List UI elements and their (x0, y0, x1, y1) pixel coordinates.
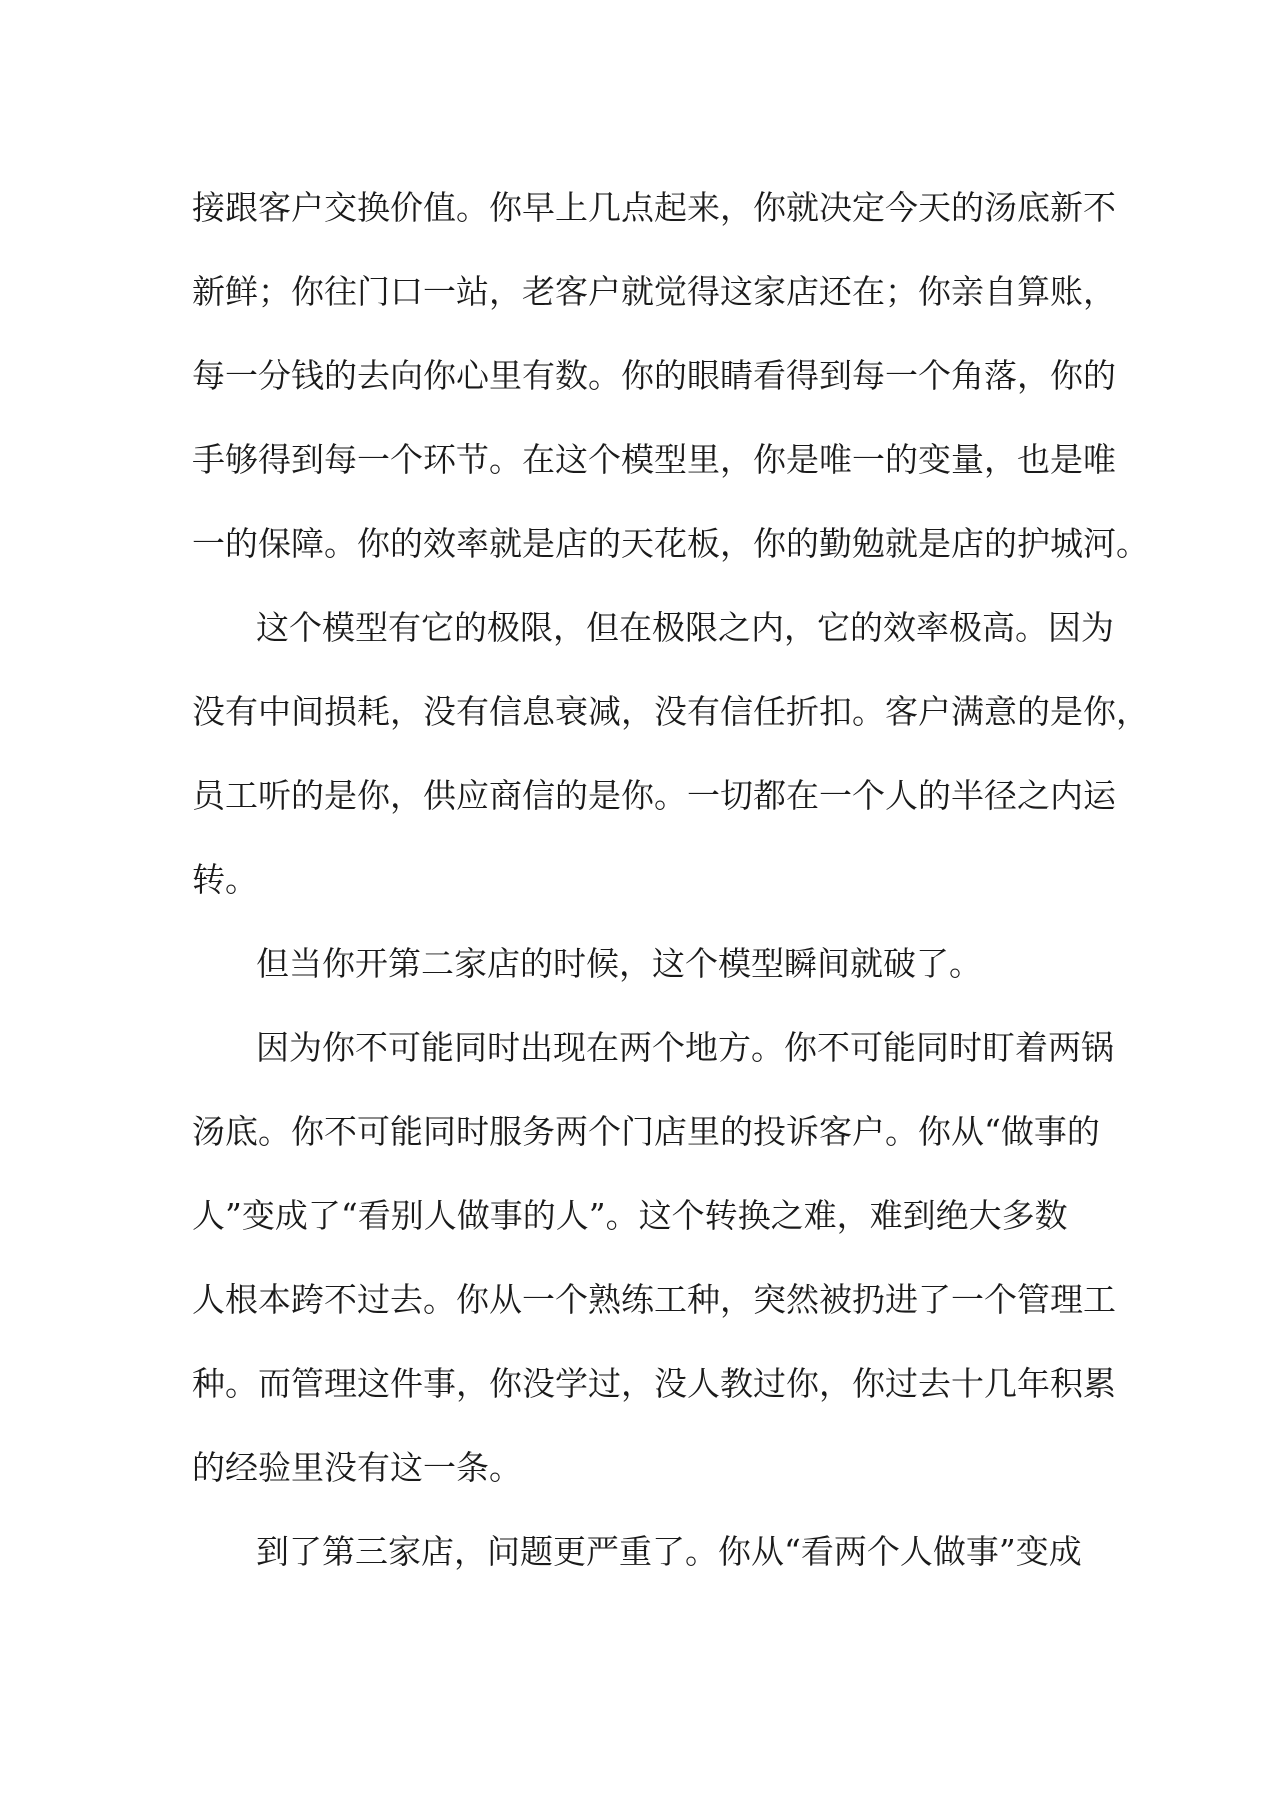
text-line: 但当你开第二家店的时候，这个模型瞬间就破了。 (256, 944, 982, 983)
text-line: 汤底。你不可能同时服务两个门店里的投诉客户。你从“做事的 (192, 1112, 1100, 1151)
body-text (192, 166, 1149, 1594)
text-line: 到了第三家店，问题更严重了。你从“看两个人做事”变成 (256, 1532, 1082, 1571)
text-line: 新鲜；你往门口一站，老客户就觉得这家店还在；你亲自算账， (192, 272, 1116, 311)
text-line: 接跟客户交换价值。你早上几点起来，你就决定今天的汤底新不 (192, 188, 1116, 227)
text-line: 人根本跨不过去。你从一个熟练工种，突然被扔进了一个管理工 (192, 1280, 1116, 1319)
text-line: 人”变成了“看别人做事的人”。这个转换之难，难到绝大多数 (192, 1196, 1068, 1235)
text-line: 员工听的是你，供应商信的是你。一切都在一个人的半径之内运 (192, 776, 1116, 815)
text-line: 没有中间损耗，没有信息衰减，没有信任折扣。客户满意的是你， (192, 692, 1149, 731)
text-line: 种。而管理这件事，你没学过，没人教过你，你过去十几年积累 (192, 1364, 1116, 1403)
paragraph (192, 586, 1149, 922)
text-line: 这个模型有它的极限，但在极限之内，它的效率极高。因为 (256, 608, 1114, 647)
text-line: 每一分钱的去向你心里有数。你的眼睛看得到每一个角落，你的 (192, 356, 1116, 395)
text-line: 因为你不可能同时出现在两个地方。你不可能同时盯着两锅 (256, 1028, 1114, 1067)
text-line: 转。 (192, 860, 258, 899)
text-line: 一的保障。你的效率就是店的天花板，你的勤勉就是店的护城河。 (192, 524, 1149, 563)
text-line: 手够得到每一个环节。在这个模型里，你是唯一的变量，也是唯 (192, 440, 1116, 479)
text-line: 的经验里没有这一条。 (192, 1448, 522, 1487)
paragraph (192, 922, 1082, 1006)
paragraph (192, 1510, 1082, 1594)
paragraph (192, 166, 1149, 586)
paragraph (192, 1006, 1116, 1510)
